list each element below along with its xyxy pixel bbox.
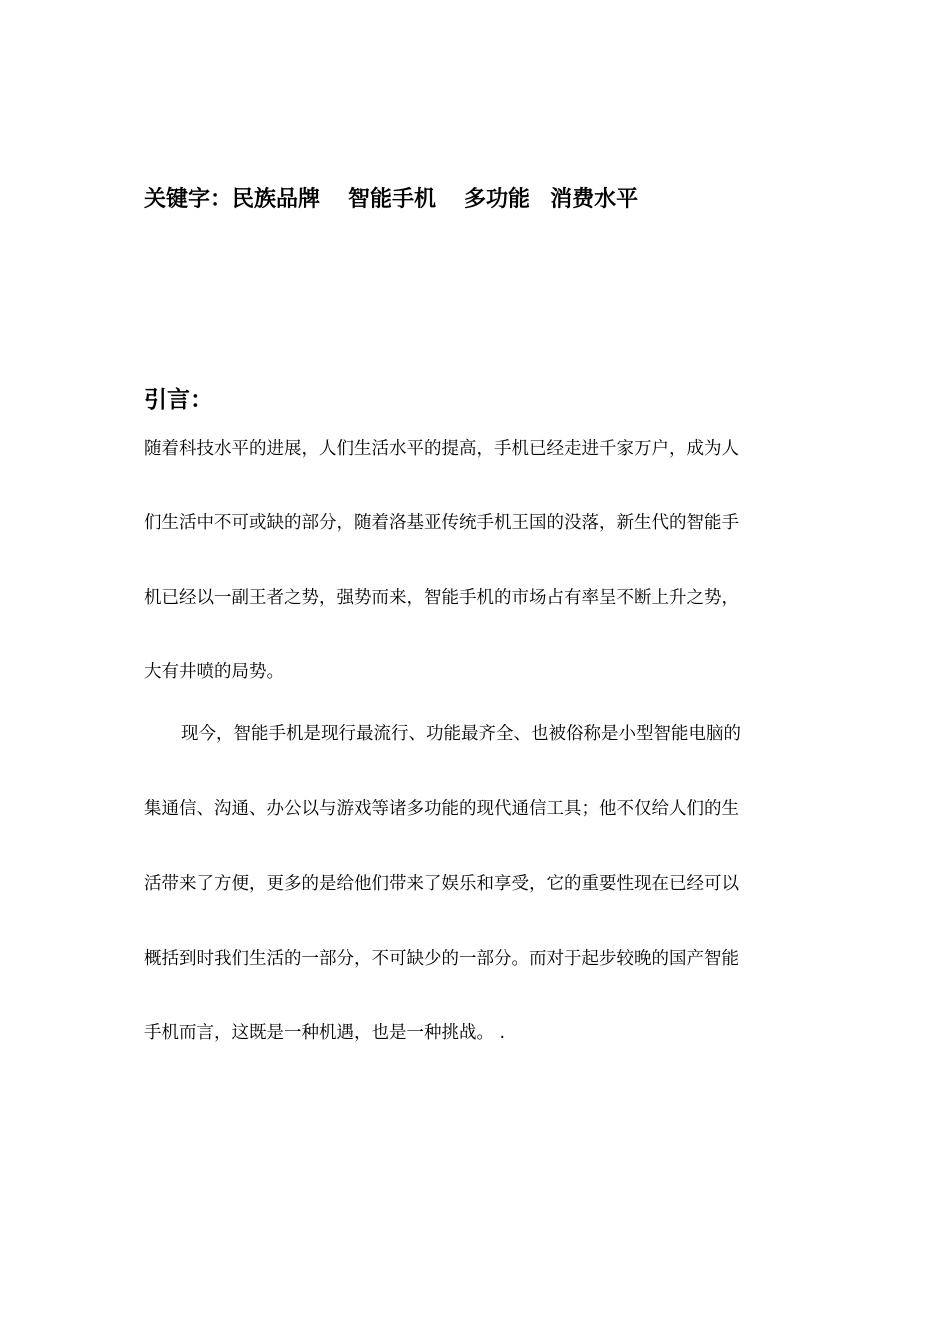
- paragraph-line: 随着科技水平的进展，人们生活水平的提高，手机已经走进千家万户，成为人: [144, 439, 739, 459]
- paragraph-line: 活带来了方便，更多的是给他们带来了娱乐和享受，它的重要性现在已经可以: [144, 874, 739, 894]
- paragraph-line: 概括到时我们生活的一部分，不可缺少的一部分。而对于起步较晚的国产智能: [144, 949, 739, 969]
- keywords-line: [144, 185, 638, 215]
- paragraph-line: 们生活中不可或缺的部分，随着洛基亚传统手机王国的没落，新生代的智能手: [144, 513, 739, 533]
- paragraph-line: 现今，智能手机是现行最流行、功能最齐全、也被俗称是小型智能电脑的: [181, 724, 741, 744]
- paragraph-line: 机已经以一副王者之势，强势而来，智能手机的市场占有率呈不断上升之势，: [144, 588, 739, 608]
- section-heading: 引言：: [144, 387, 213, 413]
- paragraph-line: 集通信、沟通、办公以与游戏等诸多功能的现代通信工具；他不仅给人们的生: [144, 799, 739, 819]
- keyword-item: 消费水平: [550, 187, 639, 212]
- paragraph-line: 大有井喷的局势。: [144, 662, 284, 682]
- keyword-item: 民族品牌: [232, 187, 321, 212]
- keyword-item: 智能手机: [348, 187, 437, 212]
- paragraph-line: 手机而言，这既是一种机遇，也是一种挑战。 .: [144, 1023, 506, 1043]
- keywords-label: 关键字：: [144, 187, 233, 212]
- keyword-item: 多功能: [464, 187, 531, 212]
